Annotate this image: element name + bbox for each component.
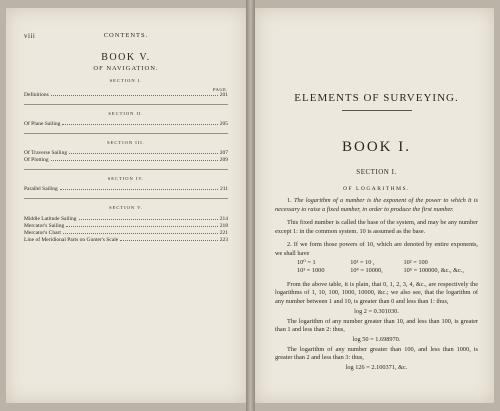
power-entry: 10⁵ = 100000, &c., &c., bbox=[403, 267, 464, 275]
book-gutter bbox=[246, 0, 255, 411]
powers-table bbox=[275, 259, 478, 276]
topic-heading: OF LOGARITHMS. bbox=[343, 186, 410, 192]
section-heading: SECTION II. bbox=[108, 111, 144, 116]
dot-leader bbox=[63, 233, 218, 234]
dot-leader bbox=[66, 226, 218, 227]
dot-leader bbox=[51, 95, 218, 96]
left-page-header bbox=[24, 32, 228, 42]
dot-leader bbox=[79, 219, 218, 220]
paragraph-definition bbox=[275, 197, 478, 214]
paragraph: The logarithm of any number greater than 100, and less than 1000, is greater than 2 and less than 3: thus, bbox=[275, 345, 478, 362]
title-divider bbox=[342, 110, 412, 111]
toc-entry-page: 214 bbox=[219, 216, 228, 222]
toc-section bbox=[24, 111, 228, 134]
toc-entry-title: Line of Meridional Parts on Gunter's Scale bbox=[24, 237, 119, 243]
paragraph: This fixed number is called the base of the system, and may be any number except 1: in the common system. 10 is assumed as the base. bbox=[275, 219, 478, 235]
dot-leader bbox=[69, 153, 218, 154]
paragraph: From the above table, it is plain, that 0, 1, 2, 3, 4, &c., are respectively the logarithms of 1, 10, 100, 1000, 10000, &c.; we also see, that the logarithm of any number between 1 and 10, is greater than 0 and less than 1: thus, bbox=[275, 280, 478, 305]
main-title: ELEMENTS OF SURVEYING. bbox=[294, 92, 459, 104]
toc-entry-page: 205 bbox=[219, 121, 228, 127]
page-column-label: PAGE. bbox=[213, 87, 228, 92]
definition-text: The logarithm of a number is the exponent of the power to which it is necessary to raise a fixed number, in order to produce the first number. bbox=[275, 197, 479, 213]
power-entry: 10⁴ = 10000, bbox=[350, 267, 383, 275]
toc-entry-title: Of Plotting bbox=[24, 157, 49, 163]
page-number: viii bbox=[24, 32, 36, 40]
divider bbox=[24, 104, 228, 105]
toc-entry-page: 218 bbox=[219, 223, 228, 229]
toc-entry[interactable] bbox=[24, 223, 228, 230]
dot-leader bbox=[51, 160, 218, 161]
formula: log 126 = 2.100371, &c. bbox=[345, 363, 408, 371]
section-heading: SECTION III. bbox=[107, 140, 145, 145]
power-entry: 10³ = 1000 bbox=[297, 267, 325, 275]
paragraph-number: 1. bbox=[287, 197, 292, 204]
paragraph: The logarithm of any number greater than 10, and less than 100, is greater than 1 and less than 2: thus, bbox=[275, 317, 478, 334]
running-head: CONTENTS. bbox=[103, 32, 149, 39]
toc-entry[interactable] bbox=[24, 150, 228, 157]
paragraph: 2. If we form those powers of 10, which are denoted by entire exponents, we shall have bbox=[275, 241, 478, 257]
toc-entry-page: 211 bbox=[219, 186, 228, 192]
toc-entry-page: 209 bbox=[219, 157, 228, 163]
dot-leader bbox=[62, 124, 217, 125]
toc-entry-title: Parallel Sailing bbox=[24, 186, 58, 192]
book-title: BOOK I. bbox=[342, 139, 411, 155]
left-page bbox=[6, 8, 246, 403]
dot-leader bbox=[120, 240, 218, 241]
toc-entry-title: Mercator's Sailing bbox=[24, 223, 65, 229]
toc-section bbox=[24, 176, 228, 199]
toc-section bbox=[24, 205, 228, 244]
toc-section bbox=[24, 78, 228, 105]
toc-entry-page: 201 bbox=[219, 92, 228, 98]
toc-entry-page: 207 bbox=[219, 150, 228, 156]
toc-entry-title: Of Plane Sailing bbox=[24, 121, 61, 127]
toc-entry[interactable] bbox=[24, 92, 228, 99]
dot-leader bbox=[60, 189, 218, 190]
book-title: BOOK V. bbox=[101, 52, 151, 63]
section-heading: SECTION IV. bbox=[107, 176, 145, 181]
toc-section bbox=[24, 140, 228, 170]
formula: log 50 = 1.698970. bbox=[352, 335, 401, 343]
toc-entry-title: Mercator's Chart bbox=[24, 230, 61, 236]
toc-entry-title: Definitions bbox=[24, 92, 49, 98]
divider bbox=[24, 133, 228, 134]
toc-entry[interactable] bbox=[24, 237, 228, 244]
toc-entry-title: Of Traverse Sailing bbox=[24, 150, 68, 156]
book-subtitle: OF NAVIGATION. bbox=[93, 65, 159, 72]
toc-entry-title: Middle Latitude Sailing bbox=[24, 216, 77, 222]
section-heading: SECTION I. bbox=[109, 78, 143, 83]
toc-entry[interactable] bbox=[24, 121, 228, 128]
toc-entry[interactable] bbox=[24, 216, 228, 223]
toc-entry[interactable] bbox=[24, 186, 228, 193]
section-title: SECTION I. bbox=[356, 168, 397, 176]
power-entry: 10⁰ = 1 bbox=[297, 258, 316, 266]
toc-entry[interactable] bbox=[24, 230, 228, 237]
divider bbox=[24, 198, 228, 199]
right-page bbox=[255, 8, 494, 403]
divider bbox=[24, 169, 228, 170]
section-heading: SECTION V. bbox=[109, 205, 143, 210]
power-entry: 10² = 100 bbox=[403, 258, 428, 266]
toc-entry-page: 221 bbox=[219, 230, 228, 236]
formula: log 2 = 0.301030. bbox=[354, 307, 399, 315]
toc-entry-page: 223 bbox=[219, 237, 228, 243]
power-entry: 10¹ = 10 , bbox=[350, 258, 375, 266]
toc-entry[interactable] bbox=[24, 157, 228, 164]
